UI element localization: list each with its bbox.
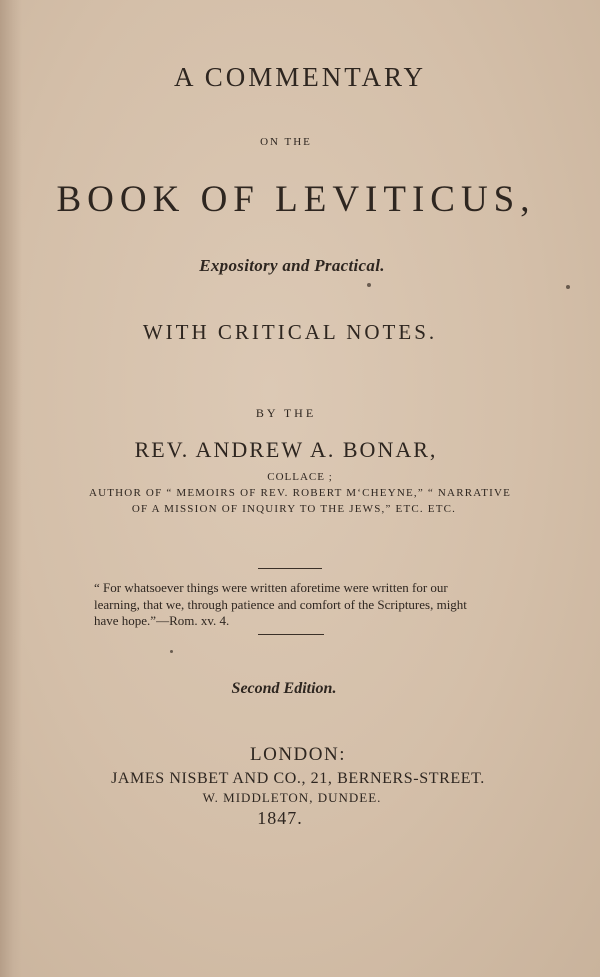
- subtitle: Expository and Practical.: [199, 256, 385, 275]
- title-line-3: BOOK OF LEVITICUS,: [56, 179, 536, 220]
- quote-line-1: “ For whatsoever things were written aforetime were written for our: [94, 580, 448, 595]
- title-line-1: A COMMENTARY: [173, 62, 427, 92]
- ink-speck: [170, 650, 173, 653]
- edition-label: Second Edition.: [231, 680, 337, 697]
- quote-line-3: have hope.”—Rom. xv. 4.: [94, 613, 230, 628]
- divider-bottom: [258, 634, 324, 635]
- ink-speck: [367, 283, 371, 287]
- imprint-year: 1847.: [257, 808, 303, 828]
- author-name: REV. ANDREW A. BONAR,: [134, 437, 438, 462]
- by-line: BY THE: [255, 406, 317, 420]
- divider-top: [258, 568, 322, 569]
- ink-speck: [566, 285, 570, 289]
- quote-line-2: learning, that we, through patience and comfort of the Scriptures, might: [94, 596, 467, 612]
- author-credits-line-1: AUTHOR OF “ MEMOIRS OF REV. ROBERT M‘CHEYNE,” “ NARRATIVE: [88, 487, 512, 499]
- epigraph-quote: [94, 580, 486, 630]
- author-location: COLLACE ;: [267, 471, 333, 483]
- title-line-2: ON THE: [260, 136, 312, 148]
- imprint-city: LONDON:: [250, 744, 346, 765]
- imprint-publisher-2: W. MIDDLETON, DUNDEE.: [202, 790, 382, 805]
- imprint-publisher: JAMES NISBET AND CO., 21, BERNERS-STREET.: [111, 770, 485, 787]
- critical-notes-line: WITH CRITICAL NOTES.: [142, 320, 438, 344]
- author-credits-line-2: OF A MISSION OF INQUIRY TO THE JEWS,” ETC. ETC.: [131, 503, 457, 515]
